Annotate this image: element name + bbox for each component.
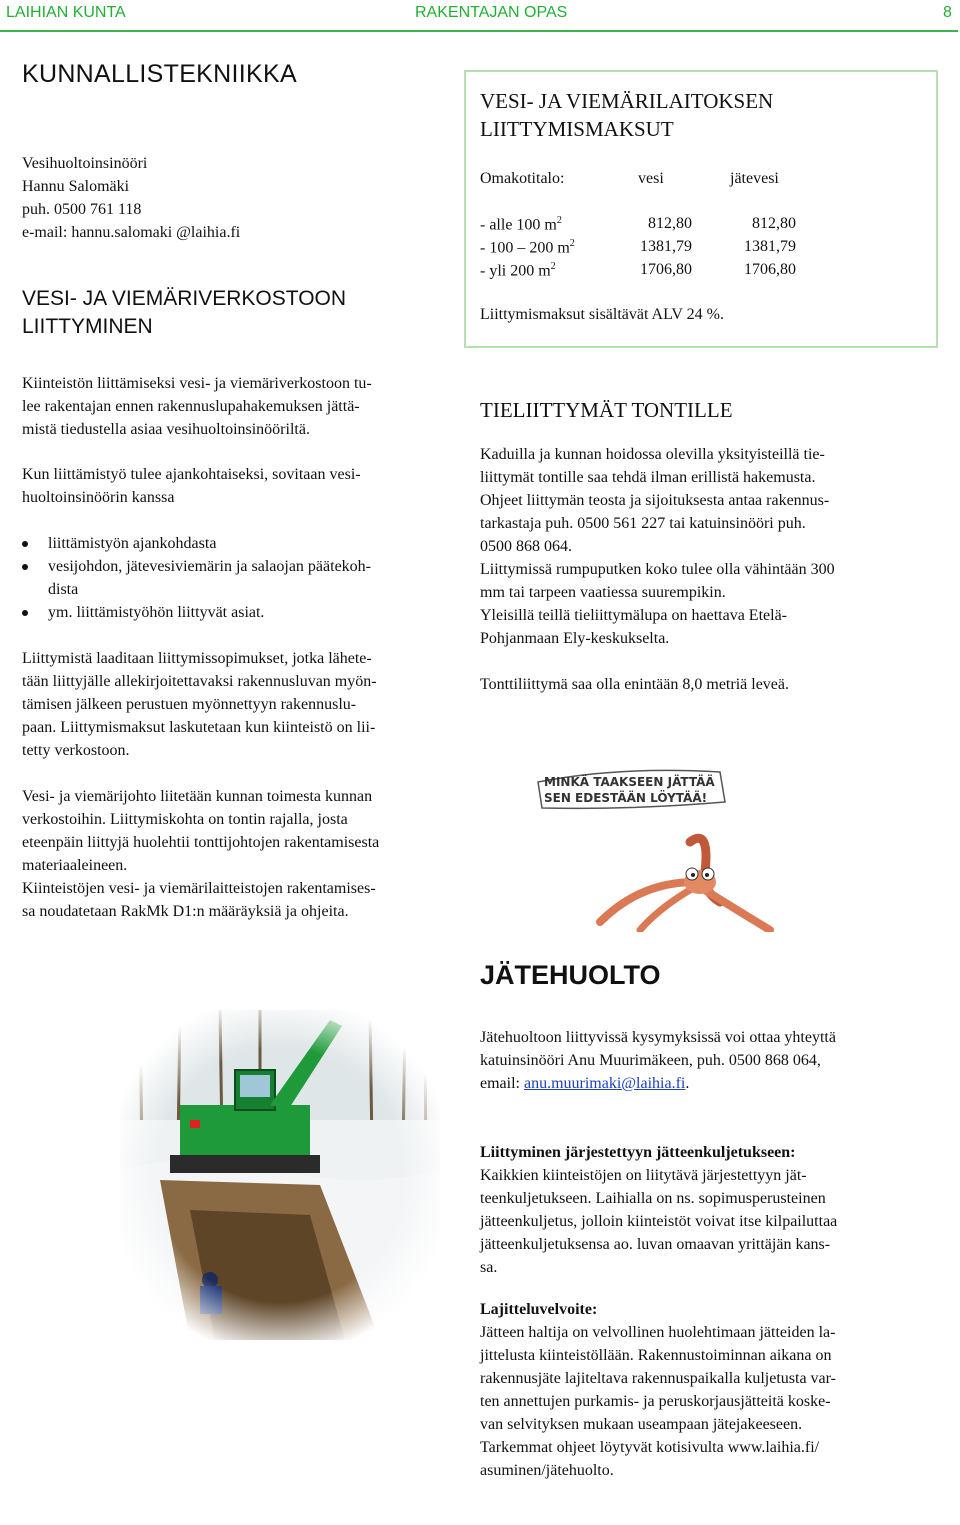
text-line: Jätteen haltija on velvollinen huolehtimaan jätteiden la- bbox=[480, 1324, 836, 1341]
text-line: 0500 868 064. bbox=[480, 538, 572, 555]
contact-name: Hannu Salomäki bbox=[22, 178, 130, 195]
text-line: teenkuljetukseen. Laihialla on ns. sopimusperusteinen bbox=[480, 1190, 826, 1207]
text-line: tämisen jälkeen perustuen myönnettyyn rakennuslu- bbox=[22, 696, 357, 713]
waste-sort-section bbox=[480, 1298, 930, 1482]
fee-waste-value: 1706,80 bbox=[744, 261, 796, 278]
intro-paragraph bbox=[22, 372, 452, 441]
waste-join-title: Liittyminen järjestettyyn jätteenkuljetukseen: bbox=[480, 1144, 796, 1161]
bullet-list bbox=[22, 532, 452, 624]
waste-sort-title: Lajitteluvelvoite: bbox=[480, 1301, 598, 1318]
text-line: Kiinteistön liittämiseksi vesi- ja viemäriverkostoon tu- bbox=[22, 375, 372, 392]
text-line: jittelusta kiinteistöllään. Rakennustoiminnan aikana on bbox=[480, 1347, 832, 1364]
fee-water-value: 1706,80 bbox=[640, 261, 692, 278]
cartoon-caption: MINKÄ TAAKSEEN JÄTTÄÄ bbox=[544, 775, 715, 789]
contract-paragraph bbox=[22, 647, 452, 762]
text-line: sa noudatetaan RakMk D1:n määräyksiä ja ohjeita. bbox=[22, 903, 349, 920]
waste-join-section bbox=[480, 1141, 930, 1279]
waste-contact bbox=[480, 1026, 930, 1095]
fee-waste-value: 1381,79 bbox=[744, 238, 796, 255]
bullet-dot bbox=[22, 610, 28, 616]
text-line: lee rakentajan ennen rakennuslupahakemuksen jättä- bbox=[22, 398, 360, 415]
text-line: Liittymistä laaditaan liittymissopimukset, jotka lähete- bbox=[22, 650, 372, 667]
fee-row-label bbox=[480, 261, 556, 280]
text-line: van selvityksen mukaan useampaan jätejakeeseen. bbox=[480, 1416, 803, 1433]
text-line: ten annettujen purkamis- ja peruskorjausjätteitä koske- bbox=[480, 1393, 831, 1410]
text-line: verkostoihin. Liittymiskohta on tontin rajalla, josta bbox=[22, 811, 348, 828]
text-line: mistä tiedustella asiaa vesihuoltoinsinööriltä. bbox=[22, 421, 310, 438]
section-title-line: LIITTYMINEN bbox=[22, 315, 153, 338]
fees-title bbox=[480, 87, 773, 143]
cartoon-illustration bbox=[520, 762, 780, 932]
list-item: ym. liittämistyöhön liittyvät asiat. bbox=[48, 604, 265, 621]
email-link[interactable]: anu.muurimaki@laihia.fi bbox=[523, 1075, 686, 1092]
email-suffix: . bbox=[685, 1075, 690, 1092]
fee-size-unit: 2 bbox=[550, 261, 556, 272]
contact-phone: puh. 0500 761 118 bbox=[22, 201, 142, 218]
fee-size-unit: 2 bbox=[556, 215, 562, 226]
fee-row-label bbox=[480, 238, 575, 257]
text-line: Kun liittämistyö tulee ajankohtaiseksi, sovitaan vesi- bbox=[22, 466, 361, 483]
text-line: jätteenkuljetuksensa ao. luvan omaavan yrittäjän kans- bbox=[480, 1236, 831, 1253]
fee-water-value: 812,80 bbox=[648, 215, 692, 232]
text-line: materiaaleineen. bbox=[22, 857, 128, 874]
text-line: Liittymissä rumpuputken koko tulee olla vähintään 300 bbox=[480, 561, 835, 578]
text-line: Pohjanmaan Ely-keskukselta. bbox=[480, 630, 670, 647]
fee-waste-value: 812,80 bbox=[752, 215, 796, 232]
text-line: jätteenkuljetus, jolloin kiinteistöt voivat itse kilpailuttaa bbox=[480, 1213, 838, 1230]
text-line: Ohjeet liittymän teosta ja sijoituksesta antaa rakennus- bbox=[480, 492, 830, 509]
road-title: TIELIITTYMÄT TONTILLE bbox=[480, 398, 733, 422]
list-item-continued: dista bbox=[48, 581, 79, 598]
agreement-paragraph bbox=[22, 463, 452, 509]
fee-size: - 100 – 200 m bbox=[480, 239, 570, 257]
connection-paragraph bbox=[22, 785, 452, 923]
contact-block bbox=[22, 152, 240, 244]
excavator-photo bbox=[120, 1010, 440, 1340]
header-municipality: LAIHIAN KUNTA bbox=[6, 4, 126, 21]
fees-title-line: VESI- JA VIEMÄRILAITOKSEN bbox=[480, 89, 774, 113]
text-line: Kaduilla ja kunnan hoidossa olevilla yksityisteillä tie- bbox=[480, 446, 825, 463]
page-title: KUNNALLISTEKNIIKKA bbox=[22, 60, 297, 88]
bullet-dot bbox=[22, 541, 28, 547]
page-number: 8 bbox=[943, 4, 952, 21]
section-title-network bbox=[22, 285, 346, 341]
fee-size: - yli 200 m bbox=[480, 262, 551, 280]
text-line: Jätehuoltoon liittyvissä kysymyksissä voi ottaa yhteyttä bbox=[480, 1029, 836, 1046]
text-line: tetty verkostoon. bbox=[22, 742, 130, 759]
text-line: Kiinteistöjen vesi- ja viemärilaitteistojen rakentamises- bbox=[22, 880, 376, 897]
fees-vat-note: Liittymismaksut sisältävät ALV 24 %. bbox=[480, 306, 724, 323]
email-line bbox=[480, 1072, 930, 1095]
text-line: eteenpäin liittyjä huolehtii tonttijohtojen rakentamisesta bbox=[22, 834, 380, 851]
fees-col-label: Omakotitalo: bbox=[480, 170, 565, 187]
email-prefix: email: bbox=[480, 1075, 524, 1092]
bullet-dot bbox=[22, 564, 28, 570]
list-item: vesijohdon, jätevesiviemärin ja salaojan päätekoh- bbox=[48, 558, 371, 575]
fees-col-waste: jätevesi bbox=[730, 170, 779, 187]
cartoon-caption: SEN EDESTÄÄN LÖYTÄÄ! bbox=[544, 791, 708, 805]
text-line: Tarkemmat ohjeet löytyvät kotisivulta www.laihia.fi/ bbox=[480, 1439, 820, 1456]
text-line: Yleisillä teillä tieliittymälupa on haettava Etelä- bbox=[480, 607, 787, 624]
fee-water-value: 1381,79 bbox=[640, 238, 692, 255]
text-line: liittymät tontille saa tehdä ilman erillistä hakemusta. bbox=[480, 469, 816, 486]
text-line: mm tai tarpeen vaatiessa suurempikin. bbox=[480, 584, 726, 601]
text-line: huoltoinsinöörin kanssa bbox=[22, 489, 175, 506]
road-width-note: Tonttiliittymä saa olla enintään 8,0 metriä leveä. bbox=[480, 676, 789, 693]
waste-title: JÄTEHUOLTO bbox=[480, 960, 661, 990]
contact-email: e-mail: hannu.salomaki @laihia.fi bbox=[22, 224, 241, 241]
text-line: tarkastaja puh. 0500 561 227 tai katuinsinööri puh. bbox=[480, 515, 806, 532]
text-line: paan. Liittymismaksut laskutetaan kun kiinteistö on lii- bbox=[22, 719, 376, 736]
text-line: rakennusjäte lajiteltava rakennuspaikalla kuljetusta var- bbox=[480, 1370, 836, 1387]
text-line: Vesi- ja viemärijohto liitetään kunnan toimesta kunnan bbox=[22, 788, 373, 805]
text-line: katuinsinööri Anu Muurimäkeen, puh. 0500 868 064, bbox=[480, 1052, 821, 1069]
text-line: tään liittyjälle allekirjoitettavaksi rakennusluvan myön- bbox=[22, 673, 377, 690]
fees-title-line: LIITTYMISMAKSUT bbox=[480, 117, 674, 141]
fees-col-water: vesi bbox=[638, 170, 664, 187]
fee-size: - alle 100 m bbox=[480, 216, 557, 234]
contact-role: Vesihuoltoinsinööri bbox=[22, 155, 148, 172]
fee-row-label bbox=[480, 215, 562, 234]
text-line: asuminen/jätehuolto. bbox=[480, 1462, 614, 1479]
section-title-line: VESI- JA VIEMÄRIVERKOSTOON bbox=[22, 287, 347, 310]
header-divider bbox=[0, 30, 958, 32]
road-paragraph bbox=[480, 443, 930, 650]
list-item: liittämistyön ajankohdasta bbox=[48, 535, 217, 552]
fee-size-unit: 2 bbox=[569, 238, 575, 249]
text-line: Kaikkien kiinteistöjen on liitytävä järjestettyyn jät- bbox=[480, 1167, 807, 1184]
text-line: sa. bbox=[480, 1259, 498, 1276]
header-guide-title: RAKENTAJAN OPAS bbox=[415, 4, 568, 21]
